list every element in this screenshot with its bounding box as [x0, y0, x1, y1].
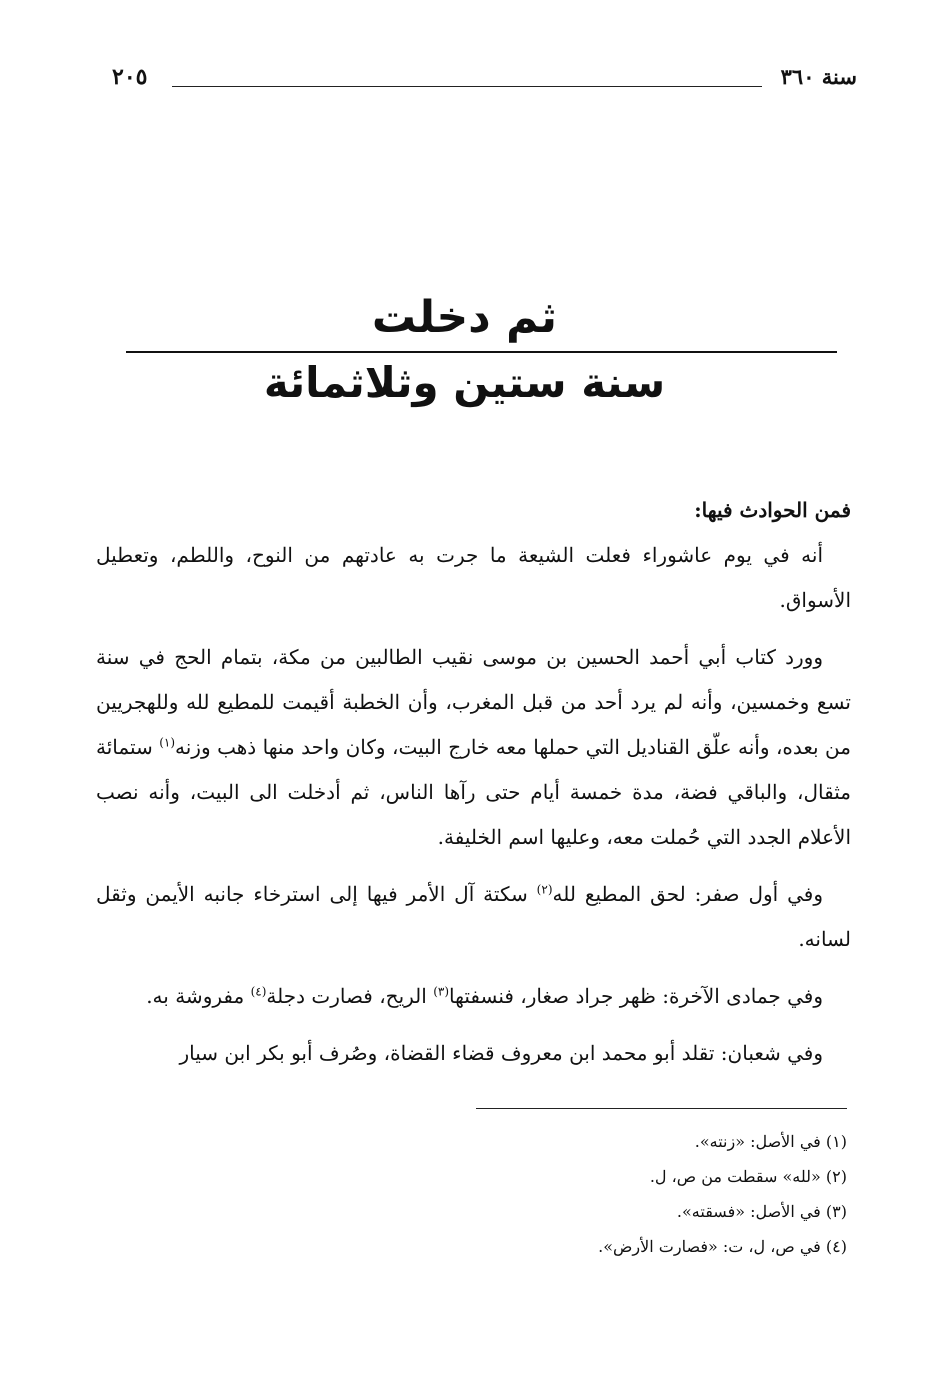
- footnote-2: (٢) «لله» سقطت من ص، ل.: [649, 1167, 847, 1186]
- chapter-title-line1: ثم دخلت: [371, 292, 558, 343]
- paragraph-ashura: أنه في يوم عاشوراء فعلت الشيعة ما جرت به عادتهم من النوح، واللطم، وتعطيل الأسواق.: [96, 543, 851, 612]
- page-number: ٢٠٥: [112, 64, 157, 90]
- footnote-ref-2: (٢): [536, 882, 553, 897]
- paragraph-text: الريح، فصارت دجلة: [266, 984, 434, 1008]
- header-rule: [172, 86, 762, 87]
- paragraph-jumada: [96, 974, 851, 1019]
- paragraph-safar: [96, 872, 851, 962]
- paragraph-hajj-letter: [96, 635, 851, 860]
- footnote-ref-3: (٣): [433, 984, 450, 999]
- paragraph-text: ستمائة مثقال، والباقي فضة، مدة خمسة أيام حتى رآها الناس، ثم أدخلت الى البيت، وأنه نصب الأعلام الجدد التي حُملت معه، وعليها اسم الخليفة.: [96, 735, 851, 849]
- footnote-4: (٤) في ص، ل، ت: «فصارت الأرض».: [598, 1237, 847, 1256]
- paragraph-text: مفروشة به.: [146, 984, 251, 1008]
- chapter-title-line2: سنة ستين وثلاثمائة: [263, 358, 666, 407]
- footnote-ref-1: (١): [159, 735, 176, 750]
- footnote-1: (١) في الأصل: «زنته».: [694, 1132, 847, 1151]
- footnote-3: (٣) في الأصل: «فسقته».: [676, 1202, 847, 1221]
- paragraph-text: وورد كتاب أبي أحمد الحسين بن موسى نقيب الطالبين من مكة، بتمام الحج في سنة تسع وخمسين، وأنه لم يرد أحد من قبل المغرب، وأن الخطبة أقيمت للمطيع لله وللهجريين من بعده، وأنه علّق القناديل التي حملها معه خارج البيت، وكان واحد منها ذهب وزنه: [96, 645, 851, 759]
- footnote-divider: [476, 1108, 847, 1109]
- paragraph-text: سكتة آل الأمر فيها إلى استرخاء جانبه الأيمن وثقل لسانه.: [96, 882, 851, 951]
- paragraph-text: وفي جمادى الآخرة: ظهر جراد صغار، فنسفتها: [449, 984, 823, 1008]
- running-header: [112, 64, 857, 98]
- title-divider: [126, 351, 837, 353]
- paragraph-shaban: وفي شعبان: تقلد أبو محمد ابن معروف قضاء القضاة، وصُرف أبو بكر ابن سيار: [179, 1041, 823, 1065]
- body-text: [96, 488, 851, 1088]
- footnote-ref-4: (٤): [250, 984, 267, 999]
- header-year-label: سنة ٣٦٠: [771, 64, 857, 89]
- footnotes: [87, 1124, 847, 1264]
- paragraph-text: وفي أول صفر: لحق المطيع لله: [552, 882, 824, 906]
- section-intro: فمن الحوادث فيها:: [694, 498, 851, 522]
